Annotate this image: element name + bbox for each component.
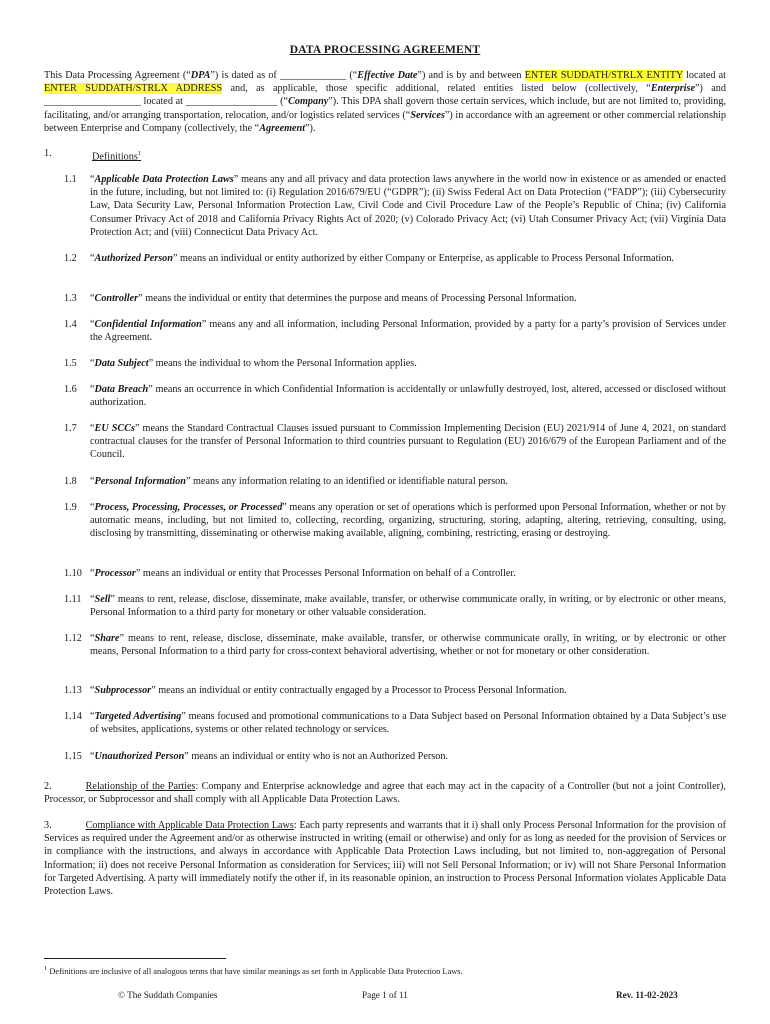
definition-number: 1.2 <box>64 253 77 264</box>
footnote-divider <box>44 958 226 959</box>
term-services: Services <box>410 109 445 121</box>
entity-placeholder-highlight: ENTER SUDDATH/STRLX ENTITY <box>524 70 683 81</box>
definition-text: ” means any operation or set of operations which is performed upon Personal Information, whether or not by automatic means, including, but not limited to, collecting, recording, organizing, structuring, storing, adapting, altering, retrieving, consulting, using, disclosing by transmitting, disseminating or otherwise making available, aligning, combining, restricting, erasing or destroying. <box>90 502 727 540</box>
definition-term: Targeted Advertising <box>94 711 182 722</box>
definition-item <box>64 567 726 580</box>
open-quote: “ <box>90 174 95 185</box>
definition-item <box>64 357 726 370</box>
definition-number: 1.14 <box>64 711 82 722</box>
footer-revision: Rev. 11-02-2023 <box>616 990 678 1000</box>
open-quote: “ <box>90 319 95 330</box>
definition-item <box>64 710 727 736</box>
definition-item <box>64 632 726 658</box>
intro-text: located at <box>682 70 727 81</box>
open-quote: “ <box>90 476 95 487</box>
definition-number: 1.12 <box>64 633 82 644</box>
intro-text: This Data Processing Agreement (“ <box>44 70 191 81</box>
open-quote: “ <box>90 633 95 644</box>
definition-text: ” means an individual or entity who is not an Authorized Person. <box>184 751 448 762</box>
open-quote: “ <box>90 568 95 579</box>
term-agreement: Agreement <box>259 122 306 134</box>
definition-number: 1.10 <box>64 568 82 579</box>
open-quote: “ <box>90 358 95 369</box>
definition-item <box>64 252 726 265</box>
open-quote: “ <box>90 594 95 605</box>
open-quote: “ <box>90 423 95 434</box>
term-enterprise: Enterprise <box>650 83 695 95</box>
definition-number: 1.11 <box>64 594 82 605</box>
definition-term: Data Subject <box>94 358 149 369</box>
open-quote: “ <box>90 711 95 722</box>
intro-text: ”) and is by and between <box>417 70 525 81</box>
section-title: Relationship of the Parties <box>85 781 196 792</box>
footer-page-number: Page 1 of 11 <box>362 990 408 1000</box>
section-title-text: Definitions <box>92 151 138 163</box>
footnote-ref: 1 <box>137 150 142 157</box>
definition-term: Sell <box>94 594 111 605</box>
document-title: DATA PROCESSING AGREEMENT <box>289 44 481 56</box>
definition-number: 1.5 <box>64 358 77 369</box>
definition-item <box>64 422 727 462</box>
definition-term: Applicable Data Protection Laws <box>94 174 234 185</box>
open-quote: “ <box>90 502 95 513</box>
definition-item <box>64 684 726 697</box>
footnote-marker: 1 <box>44 965 48 972</box>
definition-item <box>64 593 726 619</box>
section-2 <box>44 780 726 806</box>
definition-item <box>64 501 727 541</box>
term-dpa: DPA <box>190 70 211 81</box>
definition-term: Processor <box>94 568 136 579</box>
definition-term: Unauthorized Person <box>94 751 185 762</box>
definition-text: ” means to rent, release, disclose, disseminate, make available, transfer, or otherwise communicate orally, in writing, or by electronic or other means, Personal Information to a third party for monetary or other valuable consideration. <box>90 594 726 619</box>
footnote <box>44 965 726 976</box>
definition-term: Controller <box>94 293 139 304</box>
section-title <box>92 147 141 164</box>
section-text: : Each party represents and warrants that it i) shall only Process Personal Information for the provision of Services as required under the Agreement and/or as otherwise instructed in writing (email or otherwise) and only for as long as needed for the provision of Services or in compliance with the instructions, and always in accordance with Applicable Data Protection Laws including, but not limited to, non-aggregation of Personal Information; ii) does not receive Personal Information as consideration for Services; iii) will not Sell Personal Information; or iv) will not Share Personal Information for Targeted Advertising. A party will immediately notify the other if, in its reasonable opinion, an instruction to Process Personal Information violates Applicable Data Protection Laws. <box>44 820 726 898</box>
definition-text: ” means an individual or entity that Processes Personal Information on behalf of a Controller. <box>135 568 516 579</box>
intro-text: ”). <box>305 122 316 134</box>
definition-term: Authorized Person <box>94 253 173 264</box>
definition-term: Process, Processing, Processes, or Processed <box>94 502 283 513</box>
definition-term: Confidential Information <box>94 319 202 330</box>
open-quote: “ <box>90 751 95 762</box>
definition-item <box>64 383 727 409</box>
section-number: 3. <box>44 820 52 831</box>
definition-term: Subprocessor <box>94 685 152 696</box>
definition-item <box>64 292 726 305</box>
section-number: 1. <box>44 148 52 159</box>
intro-text: ”) is dated as of _____________ (“ <box>210 70 358 81</box>
definition-term: Data Breach <box>94 384 149 395</box>
definition-text: ” means any information relating to an identified or identifiable natural person. <box>185 476 508 487</box>
section-title: Compliance with Applicable Data Protection Laws <box>85 820 294 831</box>
intro-text: ”) and ___________________ located at __________________ (“ <box>44 83 726 108</box>
intro-text: and, as applicable, those specific additional, related entities listed below (collectively, “ <box>222 83 651 95</box>
definition-text: ” means an occurrence in which Confidential Information is accidentally or unlawfully destroyed, lost, altered, accessed or disclosed without authorization. <box>90 384 727 409</box>
definition-item <box>64 475 726 488</box>
definition-number: 1.13 <box>64 685 82 696</box>
definition-item <box>64 750 726 763</box>
definition-term: Share <box>94 633 120 644</box>
definition-number: 1.7 <box>64 423 77 434</box>
definition-number: 1.1 <box>64 174 77 185</box>
definition-term: Personal Information <box>94 476 186 487</box>
section-text: : Company and Enterprise acknowledge and agree that each may act in the capacity of a Controller (but not a joint Controller), Processor, or Subprocessor and shall comply with all Applicable Data Protection Laws. <box>44 781 726 806</box>
intro-paragraph <box>44 69 726 135</box>
definition-text: ” means the individual to whom the Personal Information applies. <box>148 358 417 369</box>
section-number: 2. <box>44 781 52 792</box>
definition-number: 1.8 <box>64 476 77 487</box>
term-effective-date: Effective Date <box>357 70 418 81</box>
definition-text: ” means an individual or entity contractually engaged by a Processor to Process Personal Information. <box>151 685 567 696</box>
intro-text: ”) in accordance with an agreement or other commercial relationship between Enterprise and Company (collectively, the “ <box>44 109 726 134</box>
open-quote: “ <box>90 253 95 264</box>
term-company: Company <box>288 96 329 108</box>
definition-text: ” means any and all privacy and data protection laws anywhere in the world now in existence or as amended or enacted in the future, including, but not limited to: (i) Regulation 2016/679/EU (“GDPR”); (ii) Swiss Federal Act on Data Protection (“FADP”); (iii) Cybersecurity Law, Data Security Law, Personal Information Protection Law, Civil Code and Civil Procedure Law of the People’s Republic of China; (iv) California Consumer Privacy Act of 2018 and California Privacy Rights Act of 2020; (v) Colorado Privacy Act; (vi) Utah Consumer Privacy Act; (vii) Virginia Data Protection Act; and (viii) Connecticut Data Privacy Act. <box>90 174 726 238</box>
footnote-text: Definitions are inclusive of all analogous terms that have similar meanings as set forth in Applicable Data Protection Laws. <box>47 966 463 976</box>
section-3 <box>44 819 726 898</box>
definition-number: 1.9 <box>64 502 77 513</box>
footer-copyright: © The Suddath Companies <box>118 990 218 1000</box>
open-quote: “ <box>90 293 95 304</box>
definition-item <box>64 173 726 239</box>
definition-text: ” means an individual or entity authorized by either Company or Enterprise, as applicable to Process Personal Information. <box>172 253 674 264</box>
definition-number: 1.15 <box>64 751 82 762</box>
open-quote: “ <box>90 685 95 696</box>
definition-text: ” means the individual or entity that determines the purpose and means of Processing Personal Information. <box>138 293 577 304</box>
definition-text: ” means focused and promotional communications to a Data Subject based on Personal Information obtained by a Data Subject’s use of websites, applications, systems or other related technology or services. <box>90 711 727 736</box>
definition-text: ” means any and all information, including Personal Information, provided by a party for a party’s provision of Services under the Agreement. <box>90 319 726 344</box>
definition-term: EU SCCs <box>94 423 135 434</box>
address-placeholder-highlight: ENTER SUDDATH/STRLX ADDRESS <box>44 83 223 95</box>
definition-text: ” means to rent, release, disclose, disseminate, make available, transfer, or otherwise communicate orally, in writing, or by electronic or other means, Personal Information to a third party for cross-context behavioral advertising, whether or not for monetary or other consideration. <box>90 633 726 658</box>
open-quote: “ <box>90 384 95 395</box>
definition-number: 1.4 <box>64 319 77 330</box>
intro-text: ”). This DPA shall govern those certain services, which include, but are not limited to, providing, facilitating, and/or arranging transportation, relocation, and/or logistics related services (“ <box>44 96 726 121</box>
definition-number: 1.6 <box>64 384 77 395</box>
definition-number: 1.3 <box>64 293 77 304</box>
definition-text: ” means the Standard Contractual Clauses issued pursuant to Commission Implementing Decision (EU) 2021/914 of June 4, 2021, on standard contractual clauses for the transfer of Personal Information to third countries pursuant to Regulation (EU) 2016/679 of the European Parliament and of the Council. <box>90 423 727 461</box>
definition-item <box>64 318 726 344</box>
